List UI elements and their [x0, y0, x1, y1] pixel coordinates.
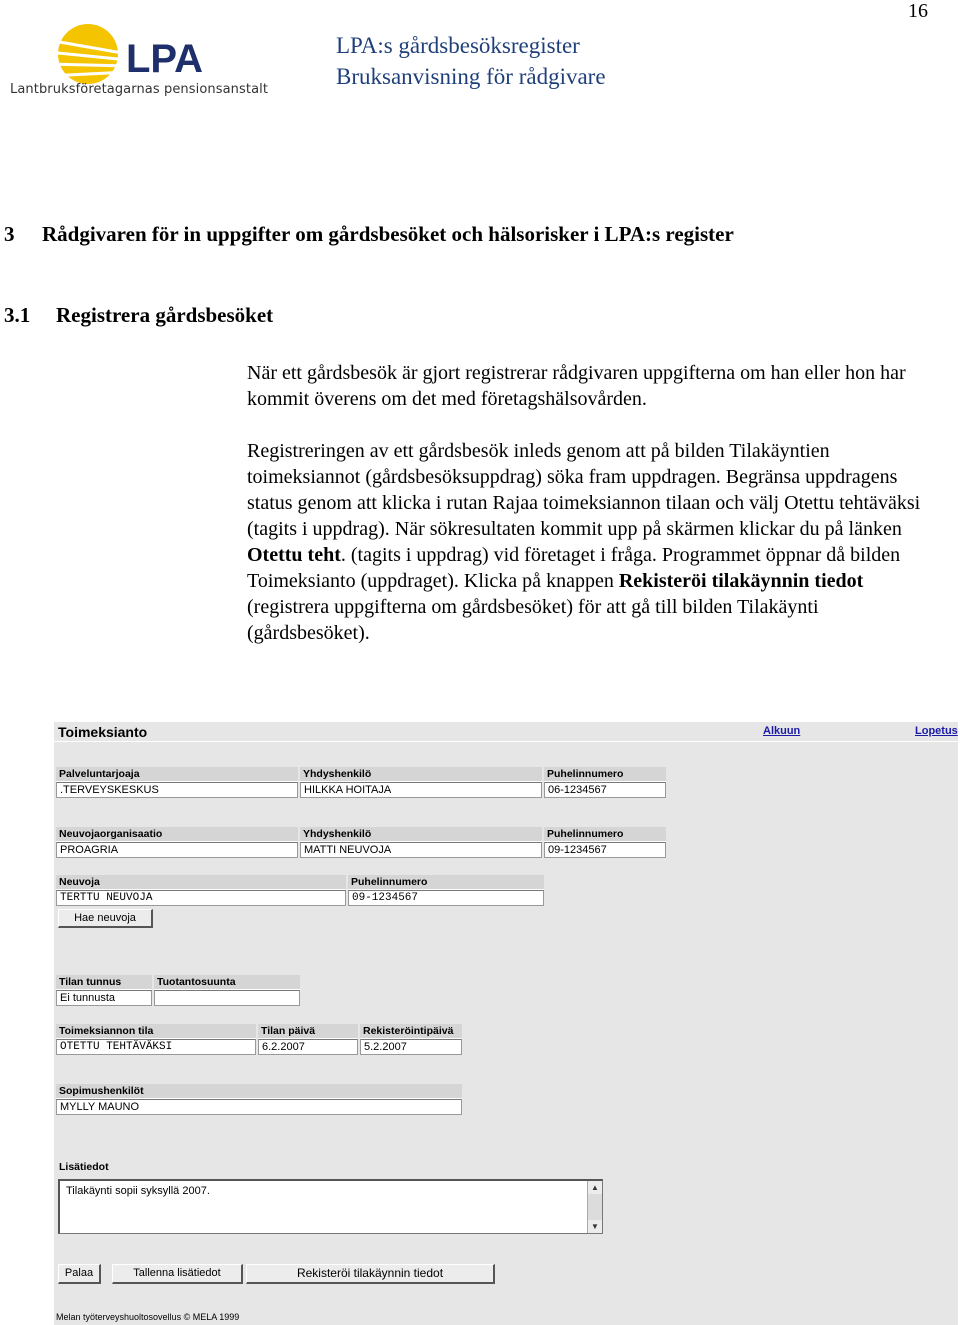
para-text: (registrera uppgifterna om gårdsbesöket) för att gå till bilden Tilakäynti (gårdsbesöket). — [247, 596, 819, 644]
contract-persons-field: MYLLY MAUNO — [56, 1099, 462, 1115]
para-bold-button: Rekisteröi tilakäynnin tiedot — [618, 570, 864, 592]
advisory-contact-label: Yhdyshenkilö — [300, 827, 542, 842]
app-footer: Melan työterveyshuoltosovellus © MELA 1999 — [56, 1312, 240, 1322]
provider-phone-field: 06-1234567 — [544, 782, 666, 798]
subsection-title: Registrera gårdsbesöket — [56, 303, 274, 327]
provider-label: Palveluntarjoaja — [56, 767, 298, 782]
production-label: Tuotantosuunta — [154, 975, 300, 990]
subsection-number: 3.1 — [4, 303, 31, 327]
advisor-phone-field: 09-1234567 — [348, 890, 544, 906]
paragraph-instructions — [247, 438, 937, 646]
document-title-line-1: LPA:s gårdsbesöksregister — [336, 33, 580, 58]
paragraph-intro: När ett gårdsbesök är gjort registrerar rådgivaren uppgifterna om han eller hon har kommit överens om det med företagshälsovården. — [247, 362, 906, 410]
status-date-label: Tilan päivä — [258, 1024, 358, 1039]
provider-contact-label: Yhdyshenkilö — [300, 767, 542, 782]
advisor-phone-label: Puhelinnumero — [348, 875, 544, 890]
contract-persons-label: Sopimushenkilöt — [56, 1084, 462, 1099]
provider-phone-label: Puhelinnumero — [544, 767, 666, 782]
notes-label-group — [56, 1160, 600, 1174]
farm-id-label: Tilan tunnus — [56, 975, 152, 990]
section-title: Rådgivaren för in uppgifter om gårdsbesöket och hälsorisker i LPA:s register — [42, 222, 734, 246]
advisor-field: TERTTU NEUVOJA — [56, 890, 346, 906]
para-bold-link: Otettu teht — [247, 544, 341, 566]
para-text: . (tagits i uppdrag) vid företaget i fråga. Programmet öppnar då bilden Toimeksianto (uppdraget). Klicka på knappen — [247, 544, 901, 592]
screen-title: Toimeksianto — [58, 724, 148, 740]
provider-field: .TERVEYSKESKUS — [56, 782, 298, 798]
notes-text: Tilakäynti sopii syksyllä 2007. — [66, 1185, 210, 1197]
page-number: 16 — [908, 0, 928, 22]
register-visit-button[interactable]: Rekisteröi tilakäynnin tiedot — [246, 1264, 495, 1284]
provider-contact-field: HILKKA HOITAJA — [300, 782, 542, 798]
status-field: OTETTU TEHTÄVÄKSI — [56, 1039, 256, 1055]
production-field — [154, 990, 300, 1006]
advisory-phone-label: Puhelinnumero — [544, 827, 666, 842]
scroll-up-icon[interactable]: ▲ — [588, 1181, 602, 1194]
subsection-heading — [4, 303, 273, 328]
para-text: Registreringen av ett gårdsbesök inleds genom att på bilden Tilakäyntien toimeksiannot (gårdsbesöksuppdrag) söka fram uppdragen. Begränsa uppdragens status genom att klicka i rutan Rajaa toimeksiannon tilaan och välj Otettu tehtäväksi (tagits i uppdrag). När sökresultaten kommit upp på skärmen klickar du på länken — [247, 440, 921, 540]
advisory-org-label: Neuvojaorganisaatio — [56, 827, 298, 842]
logo-tagline: Lantbruksföretagarnas pensionsanstalt — [10, 82, 269, 97]
home-link[interactable]: Alkuun — [763, 725, 801, 737]
section-number: 3 — [4, 222, 15, 246]
advisory-contact-field: MATTI NEUVOJA — [300, 842, 542, 858]
logo-text: LPA — [126, 37, 204, 81]
advisory-phone-field: 09-1234567 — [544, 842, 666, 858]
notes-label: Lisätiedot — [59, 1161, 109, 1173]
advisor-label: Neuvoja — [56, 875, 346, 890]
notes-textarea[interactable] — [58, 1179, 603, 1234]
registration-date-field: 5.2.2007 — [360, 1039, 462, 1055]
notes-scrollbar[interactable] — [587, 1181, 602, 1233]
header-divider — [54, 741, 958, 742]
fetch-advisor-button[interactable]: Hae neuvoja — [58, 909, 153, 928]
scroll-down-icon[interactable]: ▼ — [588, 1220, 602, 1233]
back-button[interactable]: Palaa — [58, 1264, 101, 1284]
save-notes-button[interactable]: Tallenna lisätiedot — [112, 1264, 243, 1284]
toimeksianto-screen — [54, 722, 958, 1325]
logout-link[interactable]: Lopetus — [915, 725, 958, 737]
document-title-line-2: Bruksanvisning för rådgivare — [336, 64, 606, 89]
status-label: Toimeksiannon tila — [56, 1024, 256, 1039]
farm-id-field: Ei tunnusta — [56, 990, 152, 1006]
advisory-org-field: PROAGRIA — [56, 842, 298, 858]
document-title — [336, 30, 606, 92]
section-heading — [4, 222, 734, 247]
status-date-field: 6.2.2007 — [258, 1039, 358, 1055]
registration-date-label: Rekisteröintipäivä — [360, 1024, 462, 1039]
